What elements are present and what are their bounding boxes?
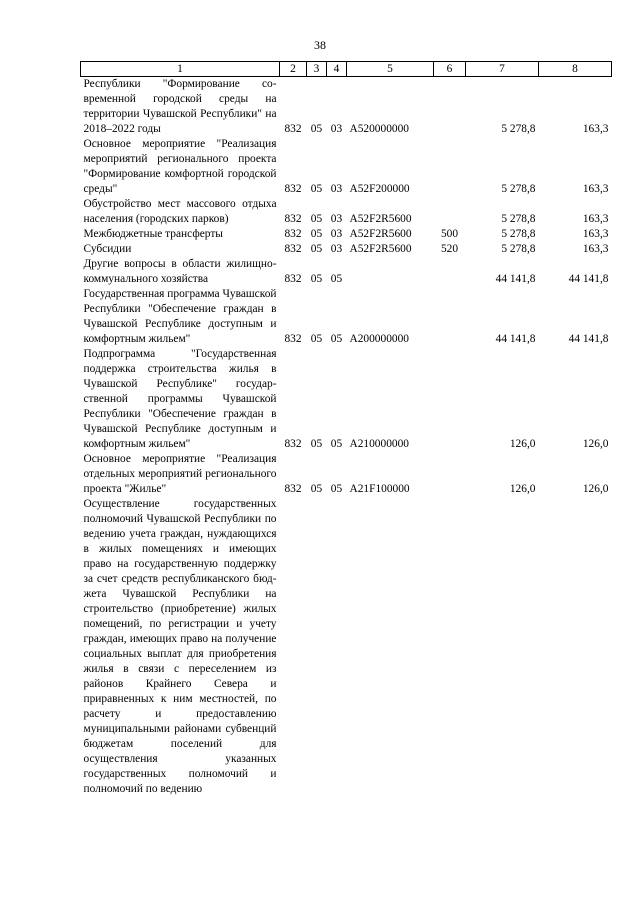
expense-type-code (434, 137, 466, 197)
column-header-5: 5 (347, 62, 434, 77)
target-article-code: A200000000 (349, 333, 409, 345)
section-code: 05 (310, 123, 323, 135)
section-code (307, 497, 327, 797)
expense-type-code (434, 497, 466, 797)
subsection-code: 05 (330, 483, 343, 495)
row-description: Основное мероприятие "Реализация отдельных мероприятий регионального проекта "Жилье" (83, 453, 277, 495)
subsection-code: 03 (330, 183, 343, 195)
row-description: Осуществление государственных полномочий Чувашской Республики по ведению учета граждан, нуждающихся в жилых помещениях и имеющих право на государственную поддержку за счет средств республиканского бюджета Чувашской Республики на строительство (приобретение) жилых помещений, по регистрации и учету граждан, имеющих право на получение социальных выплат для приобретения жилья в связи с переселением из районов Крайнего Севера и приравненных к ним местностей, по расчету и предоставлению муниципальными районами субвенций бюджетам поселений для осуществления указанных государственных полномочий и полномочий по ведению (83, 498, 277, 795)
table-row (81, 452, 612, 497)
expense-type-code (434, 347, 466, 452)
amount-col-7: 44 141,8 (495, 273, 536, 285)
row-description: Основное мероприятие "Реализация мероприятий регионального проекта "Формирование комфортной городской среды" (83, 138, 277, 195)
expense-type-code: 500 (440, 228, 459, 240)
target-article-code: A520000000 (349, 123, 409, 135)
section-code: 05 (310, 228, 323, 240)
row-description: Межбюджетные трансферты (83, 228, 223, 240)
section-code: 05 (310, 483, 323, 495)
page-number: 38 (314, 38, 326, 52)
amount-col-8: 163,3 (582, 213, 609, 225)
amount-col-8: 44 141,8 (568, 333, 609, 345)
table-row (81, 287, 612, 347)
amount-col-8: 163,3 (582, 123, 609, 135)
ministry-code: 832 (284, 438, 302, 450)
ministry-code (280, 497, 307, 797)
expense-type-code: 520 (440, 243, 459, 255)
column-header-7: 7 (466, 62, 539, 77)
target-article-code: A52F2R5600 (349, 243, 412, 255)
row-description: Республики "Формирование современной городской среды на территории Чувашской Республики" на 2018–2022 годы (83, 78, 277, 135)
column-header-8: 8 (539, 62, 612, 77)
target-article-code (347, 497, 434, 797)
amount-col-7: 5 278,8 (501, 228, 536, 240)
amount-col-8: 163,3 (582, 243, 609, 255)
column-header-3: 3 (307, 62, 327, 77)
ministry-code: 832 (284, 333, 302, 345)
expense-type-code (434, 257, 466, 287)
table-row (81, 137, 612, 197)
section-code: 05 (310, 243, 323, 255)
column-header-1: 1 (81, 62, 280, 77)
amount-col-8: 126,0 (582, 438, 609, 450)
section-code: 05 (310, 273, 323, 285)
section-code: 05 (310, 333, 323, 345)
amount-col-7: 126,0 (509, 438, 536, 450)
row-description: Другие вопросы в области жилищно-коммунального хозяйства (83, 258, 277, 285)
section-code: 05 (310, 183, 323, 195)
column-number-header-row (81, 62, 612, 77)
amount-col-8: 163,3 (582, 183, 609, 195)
expense-type-code (434, 77, 466, 138)
ministry-code: 832 (284, 483, 302, 495)
ministry-code: 832 (284, 183, 302, 195)
ministry-code: 832 (284, 123, 302, 135)
target-article-code: A52F200000 (349, 183, 410, 195)
section-code: 05 (310, 213, 323, 225)
ministry-code: 832 (284, 273, 302, 285)
table-row (81, 197, 612, 227)
table-row (81, 227, 612, 242)
expense-type-code (434, 197, 466, 227)
expense-type-code (434, 452, 466, 497)
amount-col-8 (539, 497, 612, 797)
column-header-4: 4 (327, 62, 347, 77)
amount-col-7 (466, 497, 539, 797)
subsection-code: 03 (330, 228, 343, 240)
row-description: Обустройство мест массового отдыха населения (городских парков) (83, 198, 277, 225)
target-article-code: A210000000 (349, 438, 409, 450)
amount-col-7: 5 278,8 (501, 243, 536, 255)
table-row (81, 347, 612, 452)
amount-col-7: 5 278,8 (501, 213, 536, 225)
table-row (81, 497, 612, 797)
table-row (81, 77, 612, 138)
amount-col-8: 44 141,8 (568, 273, 609, 285)
subsection-code: 03 (330, 243, 343, 255)
target-article-code: A21F100000 (349, 483, 410, 495)
subsection-code: 05 (330, 273, 343, 285)
subsection-code: 03 (330, 123, 343, 135)
amount-col-7: 126,0 (509, 483, 536, 495)
subsection-code: 05 (330, 438, 343, 450)
expense-type-code (434, 287, 466, 347)
subsection-code: 03 (330, 213, 343, 225)
target-article-code: A52F2R5600 (349, 228, 412, 240)
table-body (81, 77, 612, 798)
amount-col-7: 44 141,8 (495, 333, 536, 345)
amount-col-7: 5 278,8 (501, 183, 536, 195)
subsection-code: 05 (330, 333, 343, 345)
row-description: Государственная программа Чувашской Республики "Обеспечение граждан в Чувашской Республике доступным и комфортным жильем" (83, 288, 277, 345)
table-row (81, 242, 612, 257)
row-description: Подпрограмма "Государственная поддержка строительства жилья в Чувашской Республике" государственной программы Чувашской Республики "Обеспечение граждан в Чувашской Республике доступным и комфортным жильем" (83, 348, 277, 450)
column-header-2: 2 (280, 62, 307, 77)
amount-col-8: 126,0 (582, 483, 609, 495)
ministry-code: 832 (284, 213, 302, 225)
budget-table (80, 61, 612, 797)
row-description: Субсидии (83, 243, 132, 255)
target-article-code: A52F2R5600 (349, 213, 412, 225)
ministry-code: 832 (284, 243, 302, 255)
amount-col-8: 163,3 (582, 228, 609, 240)
section-code: 05 (310, 438, 323, 450)
subsection-code (327, 497, 347, 797)
table-row (81, 257, 612, 287)
amount-col-7: 5 278,8 (501, 123, 536, 135)
column-header-6: 6 (434, 62, 466, 77)
ministry-code: 832 (284, 228, 302, 240)
target-article-code (347, 257, 434, 287)
